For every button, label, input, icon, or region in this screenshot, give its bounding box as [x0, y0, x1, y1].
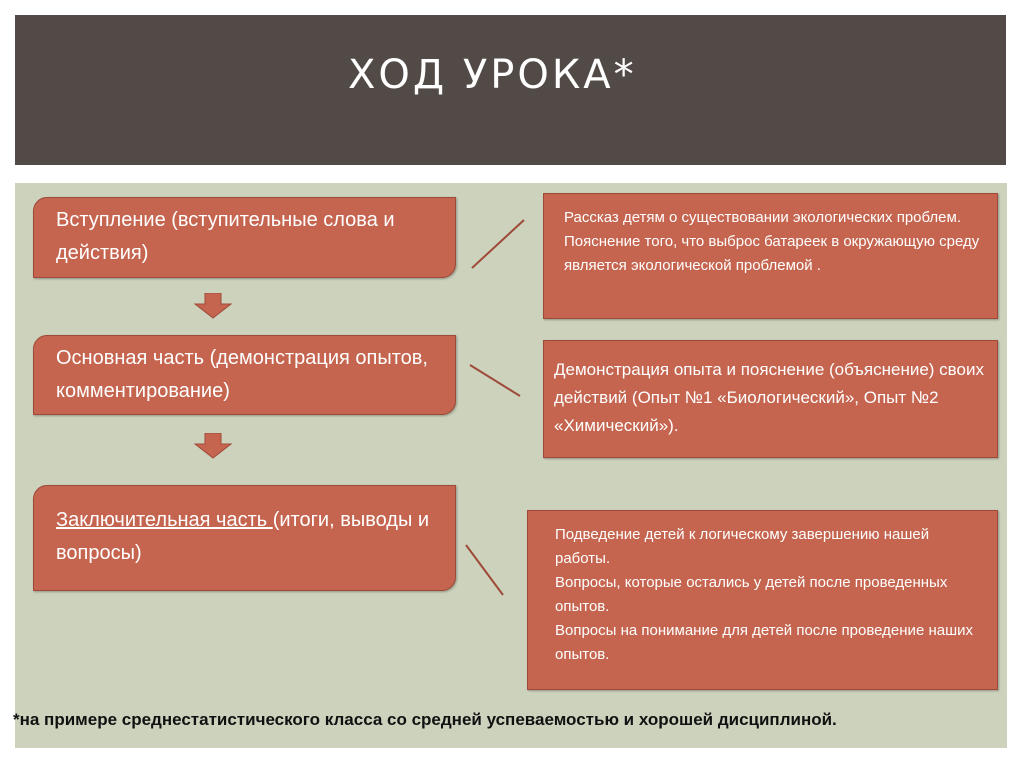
step-label: Вступление (вступительные слова и действия) — [56, 209, 395, 264]
slide-title: ХОД УРОКА* — [348, 52, 637, 98]
step-label: Основная часть (демонстрация опытов, комментирование) — [56, 347, 428, 402]
detail-line: Вопросы, которые остались у детей после проведенных опытов. — [555, 574, 948, 615]
step-label-underlined: Заключительная часть — [56, 509, 273, 531]
footnote: *на примере среднестатистического класса со средней успеваемостью и хорошей дисциплиной. — [13, 710, 837, 729]
detail-text: Рассказ детям о существовании экологических проблем. Пояснение того, что выброс батареек в окружающую среду является экологической проблемой . — [564, 209, 980, 274]
detail-text: Демонстрация опыта и пояснение (объяснение) своих действий (Опыт №1 «Биологический», Опыт №2 «Химический»). — [554, 360, 984, 435]
connector-line — [470, 365, 520, 396]
step-label: (итоги, выводы и вопросы) — [56, 509, 430, 564]
connector-line — [466, 545, 503, 595]
detail-intro — [543, 193, 998, 319]
detail-main — [543, 340, 998, 458]
detail-line: Подведение детей к логическому завершению нашей работы. — [555, 526, 930, 567]
detail-conclusion — [527, 510, 998, 690]
detail-line: Вопросы на понимание для детей после проведение наших опытов. — [555, 622, 973, 663]
connector-line — [472, 220, 524, 268]
